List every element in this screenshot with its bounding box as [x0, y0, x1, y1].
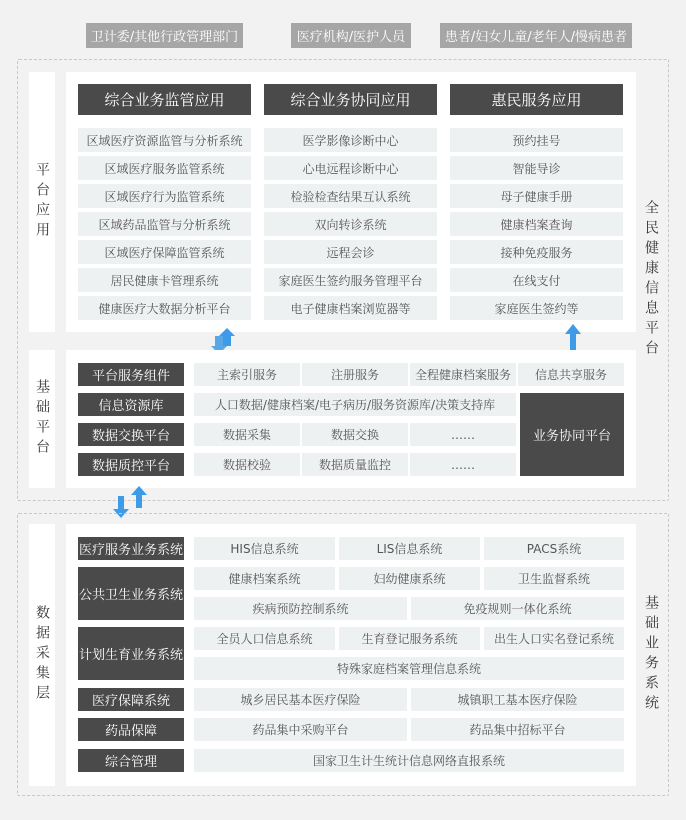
base-cell: 数据质量监控 — [302, 453, 408, 476]
platform-outer-label: 全民健康信息平台 — [643, 200, 659, 360]
app-item: 健康医疗大数据分析平台 — [78, 296, 251, 320]
app-item: 家庭医生签约等 — [450, 296, 623, 320]
base-cell: 数据交换 — [302, 423, 408, 446]
data-cell: PACS系统 — [484, 537, 624, 560]
app-item: 区域医疗行为监管系统 — [78, 184, 251, 208]
data-cell: 疾病预防控制系统 — [194, 597, 407, 620]
app-column-title: 惠民服务应用 — [450, 84, 623, 115]
app-item: 接种免疫服务 — [450, 240, 623, 264]
base-row-head: 数据质控平台 — [78, 453, 184, 476]
base-platform-label: 基础平台 — [29, 350, 55, 488]
base-cell: …… — [410, 453, 516, 476]
app-item: 医学影像诊断中心 — [264, 128, 437, 152]
base-cell: 信息共享服务 — [518, 363, 624, 386]
base-cell: 数据校验 — [194, 453, 300, 476]
app-column-title: 综合业务协同应用 — [264, 84, 437, 115]
data-cell: 全员人口信息系统 — [194, 627, 335, 650]
data-cell: 出生人口实名登记系统 — [484, 627, 624, 650]
app-item: 区域医疗服务监管系统 — [78, 156, 251, 180]
data-row-head: 药品保障 — [78, 718, 184, 741]
app-column-title: 综合业务监管应用 — [78, 84, 251, 115]
data-layer-outer-label: 基础业务系统 — [643, 595, 659, 715]
app-item: 电子健康档案浏览器等 — [264, 296, 437, 320]
app-item: 检验检查结果互认系统 — [264, 184, 437, 208]
data-cell: LIS信息系统 — [339, 537, 480, 560]
data-cell: 生育登记服务系统 — [339, 627, 480, 650]
data-row-head: 公共卫生业务系统 — [78, 567, 184, 620]
app-item: 区域医疗资源监管与分析系统 — [78, 128, 251, 152]
app-item: 居民健康卡管理系统 — [78, 268, 251, 292]
data-cell: 特殊家庭档案管理信息系统 — [194, 657, 624, 680]
data-row-head: 医疗保障系统 — [78, 688, 184, 711]
base-cell: 数据采集 — [194, 423, 300, 446]
base-row-head: 数据交换平台 — [78, 423, 184, 446]
up-arrow-icon — [563, 322, 583, 352]
base-row-head: 平台服务组件 — [78, 363, 184, 386]
app-item: 预约挂号 — [450, 128, 623, 152]
data-cell: 药品集中招标平台 — [411, 718, 624, 741]
app-item: 在线支付 — [450, 268, 623, 292]
data-cell: 卫生监督系统 — [484, 567, 624, 590]
data-cell: 国家卫生计生统计信息网络直报系统 — [194, 749, 624, 772]
app-item: 健康档案查询 — [450, 212, 623, 236]
platform-app-label: 平台应用 — [29, 72, 55, 332]
data-layer-label: 数据采集层 — [29, 524, 55, 786]
base-row-head: 信息资源库 — [78, 393, 184, 416]
app-item: 母子健康手册 — [450, 184, 623, 208]
app-item: 远程会诊 — [264, 240, 437, 264]
data-cell: 妇幼健康系统 — [339, 567, 480, 590]
data-cell: 城乡居民基本医疗保险 — [194, 688, 407, 711]
app-item: 区域药品监管与分析系统 — [78, 212, 251, 236]
data-row-head: 医疗服务业务系统 — [78, 537, 184, 560]
base-cell: 注册服务 — [302, 363, 408, 386]
user-group-medical: 医疗机构/医护人员 — [291, 23, 411, 48]
data-cell: HIS信息系统 — [194, 537, 335, 560]
base-cell: …… — [410, 423, 516, 446]
data-row-head: 综合管理 — [78, 749, 184, 772]
app-item: 家庭医生签约服务管理平台 — [264, 268, 437, 292]
base-cell: 主索引服务 — [194, 363, 300, 386]
app-item: 智能导诊 — [450, 156, 623, 180]
app-item: 心电远程诊断中心 — [264, 156, 437, 180]
business-collab-platform: 业务协同平台 — [520, 393, 624, 476]
data-cell: 药品集中采购平台 — [194, 718, 407, 741]
app-item: 区域医疗保障监管系统 — [78, 240, 251, 264]
user-group-patients: 患者/妇女儿童/老年人/慢病患者 — [440, 23, 632, 48]
base-cell: 全程健康档案服务 — [410, 363, 516, 386]
data-cell: 免疫规则一体化系统 — [411, 597, 624, 620]
data-row-head: 计划生育业务系统 — [78, 627, 184, 680]
app-item: 双向转诊系统 — [264, 212, 437, 236]
base-cell: 人口数据/健康档案/电子病历/服务资源库/决策支持库 — [194, 393, 516, 416]
data-cell: 健康档案系统 — [194, 567, 335, 590]
data-cell: 城镇职工基本医疗保险 — [411, 688, 624, 711]
user-group-admin: 卫计委/其他行政管理部门 — [86, 23, 243, 48]
